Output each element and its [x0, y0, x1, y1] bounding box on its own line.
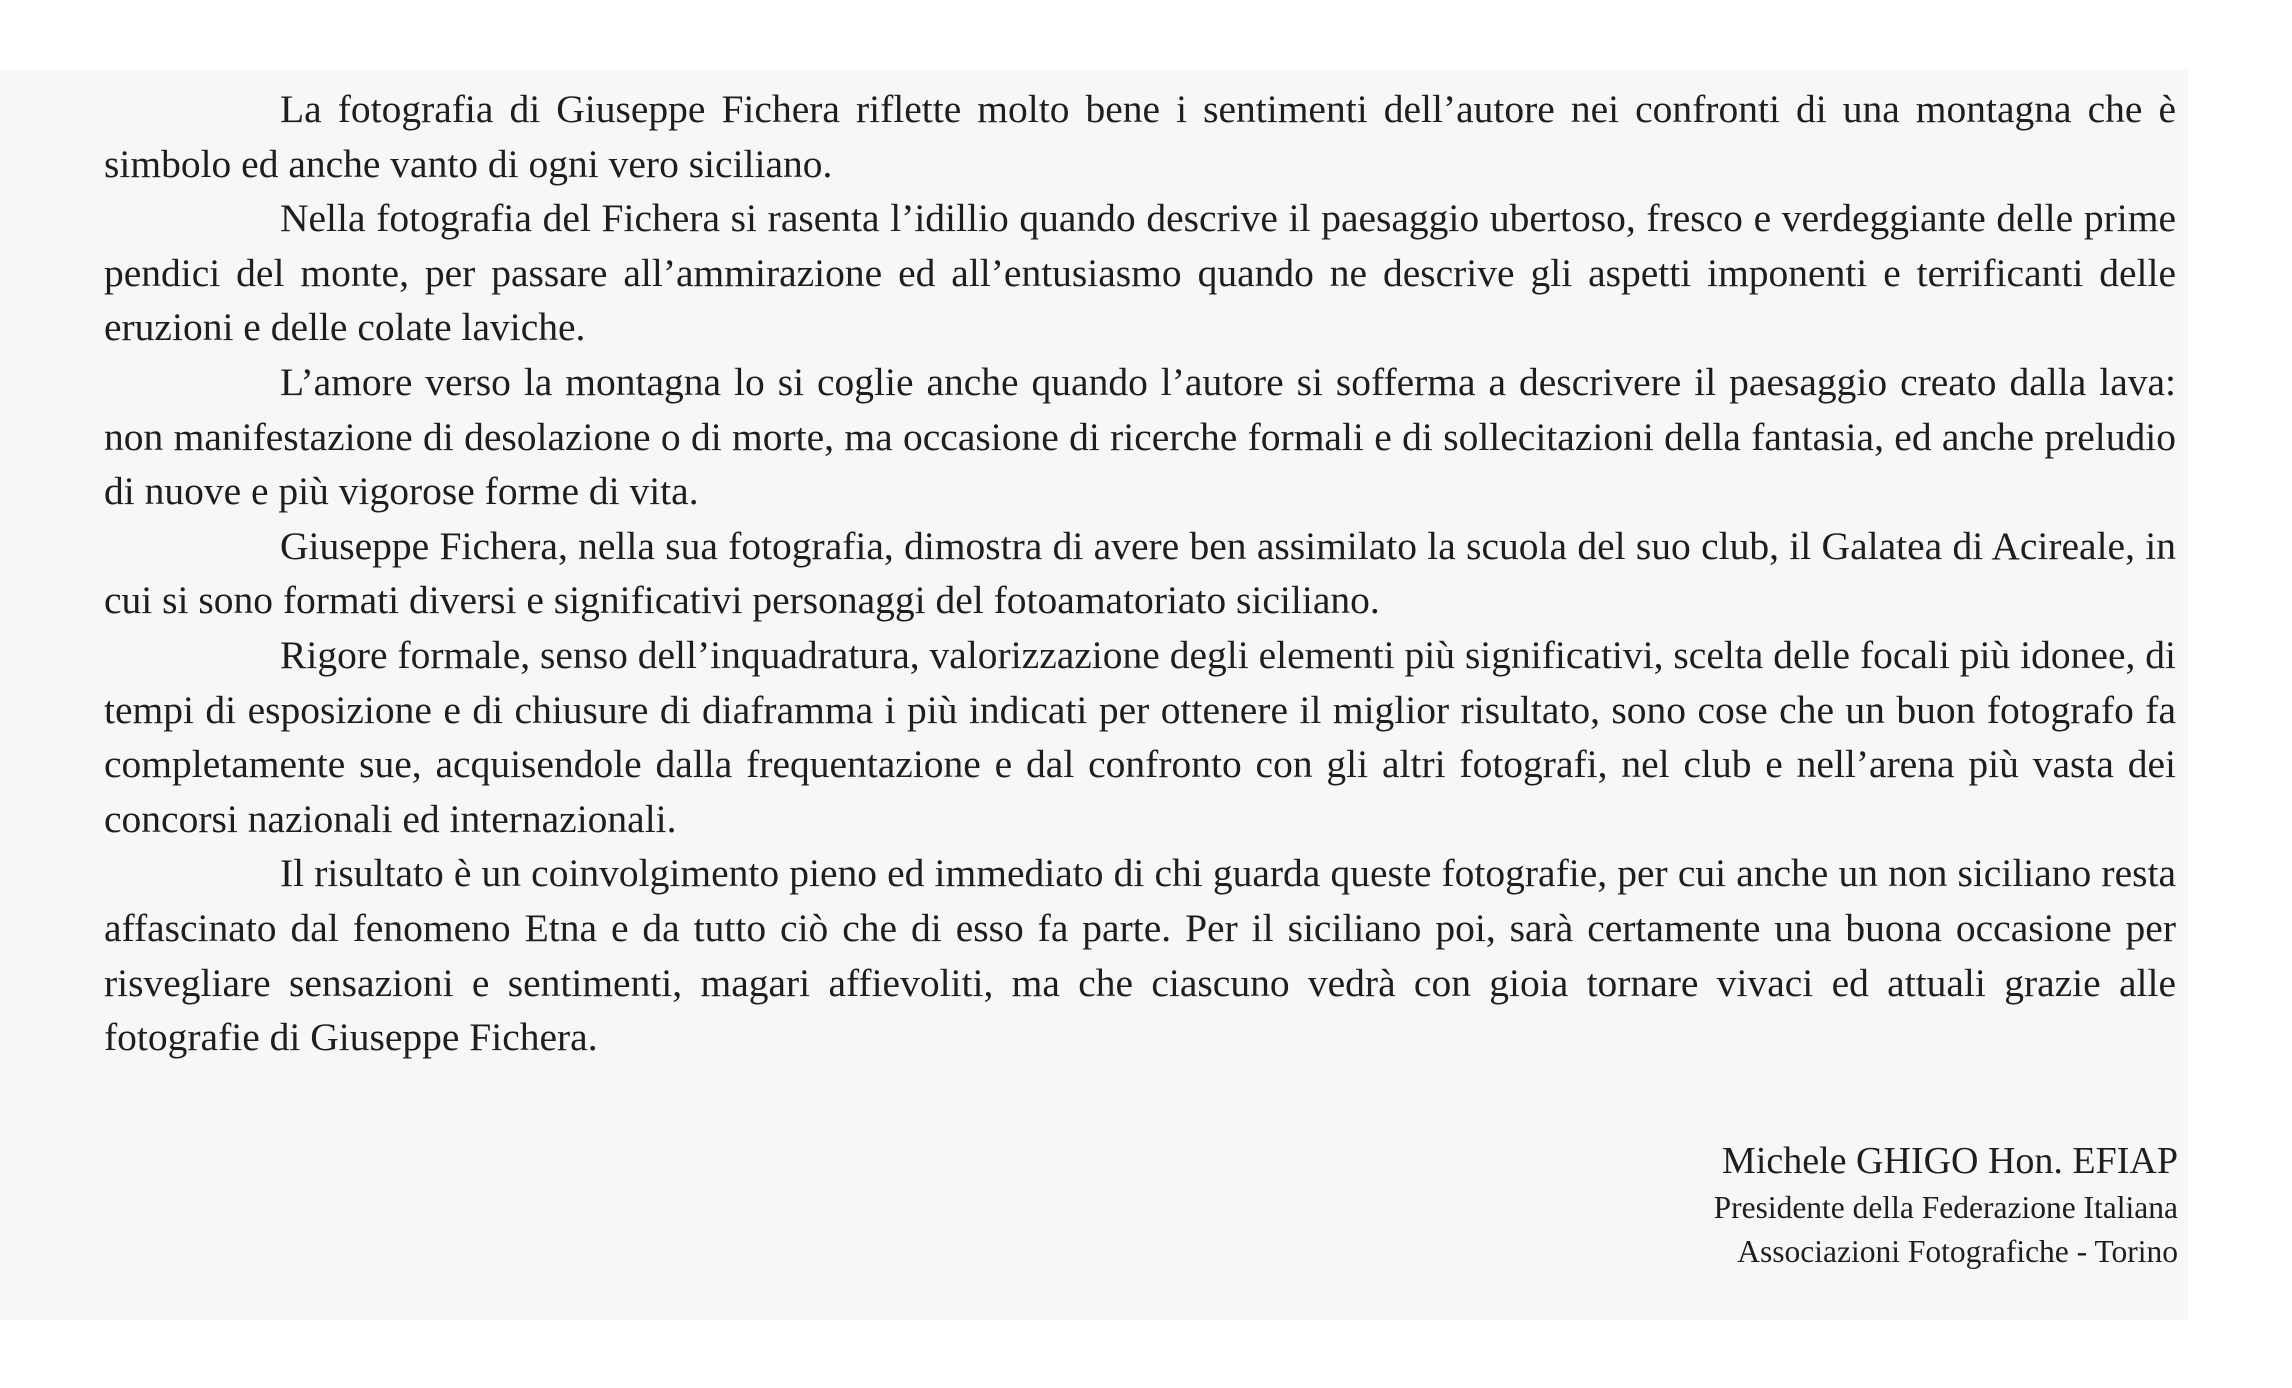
paragraph: Giuseppe Fichera, nella sua fotografia, dimostra di avere ben assimilato la scuola del suo club, il Galatea di Acireale, in cui si sono formati diversi e significativi personaggi del fotoamatoriato siciliano. [104, 523, 2176, 623]
author-role: Presidente della Federazione Italiana [1713, 1190, 2178, 1225]
signature-block [1714, 1136, 2178, 1274]
body-text [104, 82, 2176, 1065]
author-organization: Associazioni Fotografiche - Torino [1737, 1234, 2178, 1269]
paragraph: La fotografia di Giuseppe Fichera riflette molto bene i sentimenti dell’autore nei confronti di una montagna che è simbolo ed anche vanto di ogni vero siciliano. [104, 87, 2176, 186]
paragraph: Nella fotografia del Fichera si rasenta l’idillio quando descrive il paesaggio ubertoso, fresco e verdeggiante delle prime pendici del monte, per passare all’ammirazione ed all’entusiasmo quando ne descrive gli aspetti imponenti e terrificanti delle eruzioni e delle colate laviche. [104, 196, 2176, 350]
paragraph: L’amore verso la montagna lo si coglie anche quando l’autore si sofferma a descrivere il paesaggio creato dalla lava: non manifestazione di desolazione o di morte, ma occasione di ricerche formali e di sollecitazioni della fantasia, ed anche preludio di nuove e più vigorose forme di vita. [104, 359, 2176, 514]
paragraph: Rigore formale, senso dell’inquadratura, valorizzazione degli elementi più significativi, scelta delle focali più idonee, di tempi di esposizione e di chiusure di diaframma i più indicati per ottenere il miglior risultato, sono cose che un buon fotografo fa completamente sue, acquisendole dalla frequentazione e dal confronto con gli altri fotografi, nel club e nell’arena più vasta dei concorsi nazionali ed internazionali. [104, 632, 2176, 841]
author-name: Michele GHIGO Hon. EFIAP [1722, 1140, 2178, 1182]
paragraph: Il risultato è un coinvolgimento pieno ed immediato di chi guarda queste fotografie, per cui anche un non siciliano resta affascinato dal fenomeno Etna e da tutto ciò che di esso fa parte. Per il siciliano poi, sarà certamente una buona occasione per risvegliare sensazioni e sentimenti, magari affievoliti, ma che ciascuno vedrà con gioia tornare vivaci ed attuali grazie alle fotografie di Giuseppe Fichera. [104, 851, 2176, 1060]
